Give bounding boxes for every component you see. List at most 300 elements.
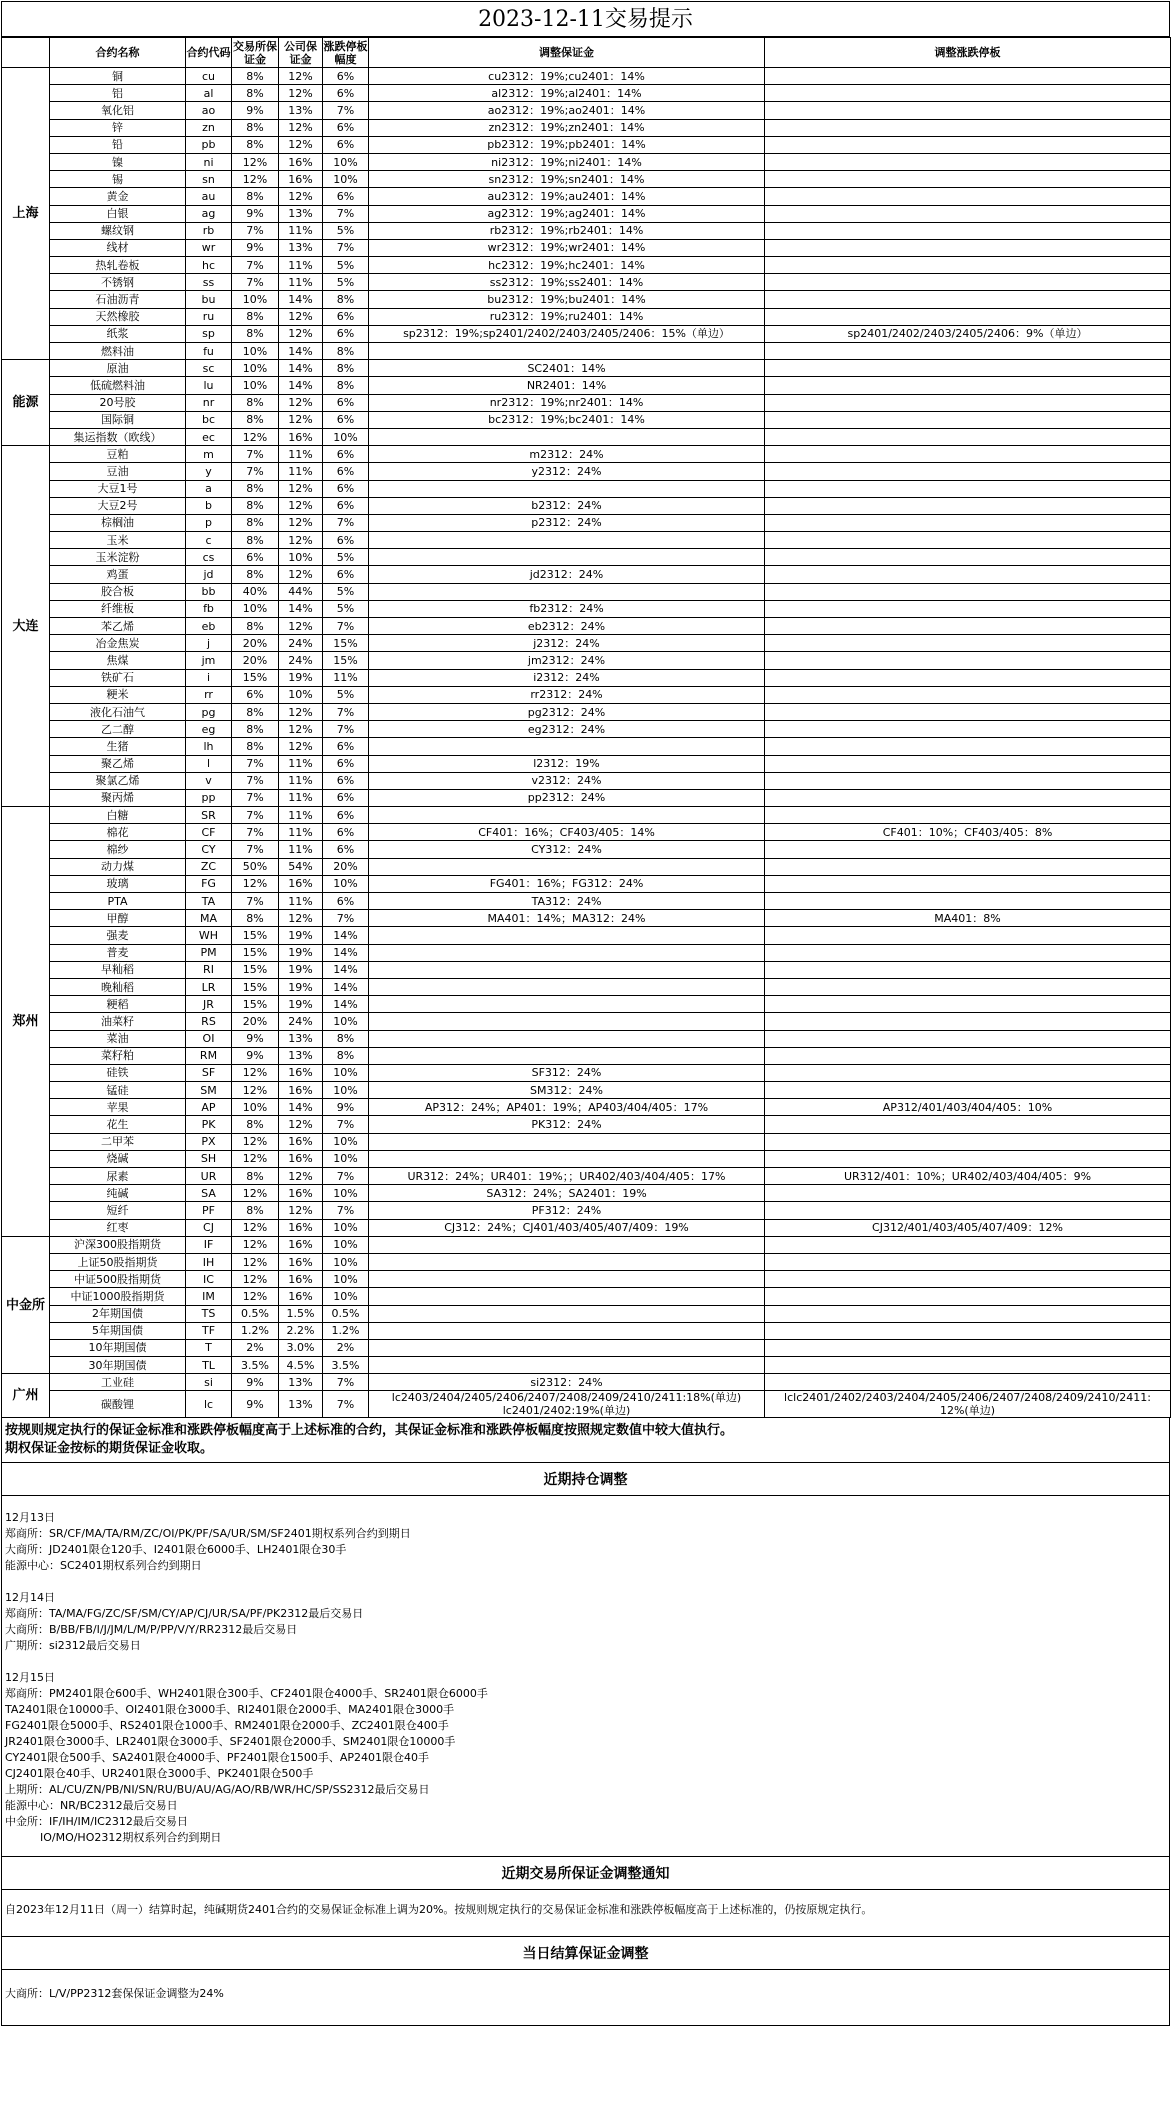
table-row [2,85,1171,102]
adjusted-margin-cell [369,480,765,497]
price-limit-cell: 6% [323,841,369,858]
company-margin-cell: 12% [279,497,323,514]
price-limit-cell: 10% [323,1253,369,1270]
position-line: 能源中心：SC2401期权系列合约到期日 [5,1559,202,1573]
contract-name-cell: 黄金 [50,188,186,205]
contract-code-cell: UR [186,1168,232,1185]
adjusted-limit-cell [765,1116,1171,1133]
table-row [2,893,1171,910]
price-limit-cell: 6% [323,68,369,85]
adjusted-margin-cell: SC2401：14% [369,360,765,377]
adjusted-margin-cell: ru2312：19%;ru2401：14% [369,308,765,325]
company-margin-cell: 19% [279,996,323,1013]
contract-name-cell: 玉米 [50,532,186,549]
contract-name-cell: 沪深300股指期货 [50,1236,186,1253]
position-line: JR2401限仓3000手、LR2401限仓3000手、SF2401限仓2000手、SM2401限仓10000手 [5,1735,456,1749]
exchange-margin-cell: 40% [232,583,279,600]
contract-code-cell: fb [186,600,232,617]
contract-code-cell: JR [186,996,232,1013]
exchange-margin-cell: 10% [232,291,279,308]
contract-name-cell: 螺纹钢 [50,222,186,239]
company-margin-cell: 16% [279,1271,323,1288]
company-margin-cell: 16% [279,1288,323,1305]
exchange-margin-cell: 12% [232,1082,279,1099]
company-margin-cell: 12% [279,1168,323,1185]
price-limit-cell: 14% [323,961,369,978]
price-limit-cell: 20% [323,858,369,875]
table-row [2,1202,1171,1219]
exchange-margin-cell: 12% [232,1150,279,1167]
company-margin-cell: 11% [279,755,323,772]
table-row [2,824,1171,841]
position-line: 大商所：B/BB/FB/I/J/JM/L/M/P/PP/V/Y/RR2312最后交易日 [5,1623,298,1637]
adjusted-limit-cell: AP312/401/403/404/405：10% [765,1099,1171,1116]
contract-name-cell: 不锈钢 [50,274,186,291]
contract-name-cell: PTA [50,893,186,910]
adjusted-margin-cell: jm2312：24% [369,652,765,669]
contract-code-cell: rb [186,222,232,239]
adjusted-limit-cell [765,480,1171,497]
exchange-margin-cell: 7% [232,755,279,772]
adjusted-margin-cell: MA401：14%；MA312：24% [369,910,765,927]
table-row [2,1168,1171,1185]
adjusted-limit-cell [765,721,1171,738]
adjusted-limit-cell [765,583,1171,600]
adjusted-limit-cell [765,1013,1171,1030]
contract-name-cell: 乙二醇 [50,721,186,738]
price-limit-cell: 7% [323,910,369,927]
price-limit-cell: 10% [323,875,369,892]
price-limit-cell: 6% [323,532,369,549]
adjusted-limit-cell [765,789,1171,806]
contract-name-cell: 短纤 [50,1202,186,1219]
table-row [2,343,1171,360]
price-limit-cell: 5% [323,274,369,291]
price-limit-cell: 15% [323,652,369,669]
adjusted-margin-cell [369,1391,765,1418]
price-limit-cell: 6% [323,188,369,205]
exchange-cell: 能源 [2,360,50,446]
contract-name-cell: 鸡蛋 [50,566,186,583]
adjusted-limit-cell-line: lclc2401/2402/2403/2404/2405/2406/2407/2408/2409/2410/2411: [784,1391,1151,1405]
contract-name-cell: 普麦 [50,944,186,961]
price-limit-cell: 6% [323,308,369,325]
table-row [2,102,1171,119]
contract-name-cell: 锰硅 [50,1082,186,1099]
price-limit-cell: 6% [323,807,369,824]
exchange-margin-cell: 8% [232,618,279,635]
price-limit-cell: 6% [323,136,369,153]
adjusted-limit-cell [765,1305,1171,1322]
contract-name-cell: 硅铁 [50,1064,186,1081]
contract-code-cell: wr [186,239,232,256]
adjusted-margin-cell: eg2312：24% [369,721,765,738]
contract-name-cell: 10年期国债 [50,1339,186,1356]
adjusted-limit-cell: sp2401/2402/2403/2405/2406：9%（单边） [765,325,1171,342]
contract-name-cell: 生猪 [50,738,186,755]
company-margin-cell: 16% [279,1133,323,1150]
contract-name-cell: 聚乙烯 [50,755,186,772]
price-limit-cell: 8% [323,291,369,308]
contract-code-cell: CY [186,841,232,858]
company-margin-cell: 12% [279,721,323,738]
adjusted-margin-cell: al2312：19%;al2401：14% [369,85,765,102]
exchange-margin-cell: 12% [232,1185,279,1202]
adjusted-margin-cell [369,961,765,978]
company-margin-cell: 16% [279,1082,323,1099]
contract-name-cell: 花生 [50,1116,186,1133]
adjusted-limit-cell [765,68,1171,85]
adjusted-limit-cell [765,549,1171,566]
price-limit-cell: 6% [323,755,369,772]
company-margin-cell: 16% [279,428,323,445]
exchange-margin-cell: 7% [232,463,279,480]
exchange-margin-cell: 12% [232,1133,279,1150]
adjusted-margin-cell: UR312：24%；UR401：19%；；UR402/403/404/405：17% [369,1168,765,1185]
price-limit-cell: 6% [323,789,369,806]
position-line: TA2401限仓10000手、OI2401限仓3000手、RI2401限仓2000手、MA2401限仓3000手 [5,1703,455,1717]
price-limit-cell: 3.5% [323,1357,369,1374]
contract-code-cell: CJ [186,1219,232,1236]
header-company-margin: 公司保证金 [279,38,323,68]
table-row [2,1305,1171,1322]
exchange-margin-cell: 9% [232,1047,279,1064]
adjusted-margin-cell [369,1150,765,1167]
exchange-margin-cell: 12% [232,1271,279,1288]
adjusted-limit-cell [765,652,1171,669]
price-limit-cell: 7% [323,514,369,531]
adjusted-limit-cell [765,703,1171,720]
price-limit-cell: 14% [323,944,369,961]
contract-code-cell: PF [186,1202,232,1219]
adjusted-limit-cell [765,532,1171,549]
position-line: CY2401限仓500手、SA2401限仓4000手、PF2401限仓1500手、AP2401限仓40手 [5,1751,429,1765]
contract-code-cell: lh [186,738,232,755]
table-row [2,755,1171,772]
contract-name-cell: 大豆2号 [50,497,186,514]
exchange-margin-cell: 7% [232,893,279,910]
contract-name-cell: 天然橡胶 [50,308,186,325]
exchange-margin-cell: 8% [232,188,279,205]
adjusted-limit-cell [765,1357,1171,1374]
table-row [2,1047,1171,1064]
adjusted-margin-cell: PF312：24% [369,1202,765,1219]
adjusted-limit-cell [765,1133,1171,1150]
adjusted-limit-cell: CF401：10%；CF403/405：8% [765,824,1171,841]
price-limit-cell: 10% [323,1288,369,1305]
contract-code-cell: lc [186,1391,232,1418]
price-limit-cell: 7% [323,1202,369,1219]
adjusted-margin-cell: i2312：24% [369,669,765,686]
exchange-margin-cell: 8% [232,514,279,531]
adjusted-margin-cell: SM312：24% [369,1082,765,1099]
contract-name-cell: 烧碱 [50,1150,186,1167]
adjusted-margin-cell: CY312：24% [369,841,765,858]
adjusted-margin-cell: fb2312：24% [369,600,765,617]
exchange-margin-cell: 8% [232,532,279,549]
exchange-margin-cell: 8% [232,497,279,514]
adjusted-limit-cell [765,428,1171,445]
company-margin-cell: 16% [279,875,323,892]
adjusted-margin-cell: bu2312：19%;bu2401：14% [369,291,765,308]
price-limit-cell: 7% [323,102,369,119]
exchange-margin-cell: 8% [232,68,279,85]
price-limit-cell: 2% [323,1339,369,1356]
adjusted-limit-cell: MA401：8% [765,910,1171,927]
exchange-margin-cell: 8% [232,1202,279,1219]
price-limit-cell: 10% [323,1236,369,1253]
adjusted-limit-cell [765,308,1171,325]
contract-name-cell: 低硫燃料油 [50,377,186,394]
contract-name-cell: 红枣 [50,1219,186,1236]
company-margin-cell: 12% [279,514,323,531]
price-limit-cell: 8% [323,343,369,360]
table-row [2,618,1171,635]
contract-code-cell: SA [186,1185,232,1202]
company-margin-cell: 16% [279,1219,323,1236]
position-line: 上期所：AL/CU/ZN/PB/NI/SN/RU/BU/AU/AG/AO/RB/WR/HC/SP/SS2312最后交易日 [5,1783,430,1797]
company-margin-cell: 12% [279,1116,323,1133]
price-limit-cell: 6% [323,497,369,514]
contract-code-cell: jm [186,652,232,669]
company-margin-cell: 11% [279,274,323,291]
table-row [2,669,1171,686]
table-row [2,325,1171,342]
company-margin-cell: 24% [279,652,323,669]
table-row [2,1116,1171,1133]
adjusted-margin-cell: m2312：24% [369,446,765,463]
margin-notice-title: 近期交易所保证金调整通知 [1,1856,1170,1890]
exchange-margin-cell: 6% [232,686,279,703]
adjusted-limit-cell [765,1030,1171,1047]
adjusted-margin-cell [369,428,765,445]
price-limit-cell: 10% [323,1271,369,1288]
adjusted-margin-cell: si2312：24% [369,1374,765,1391]
contract-code-cell: OI [186,1030,232,1047]
adjusted-margin-cell: CF401：16%；CF403/405：14% [369,824,765,841]
contract-name-cell: 石油沥青 [50,291,186,308]
table-row [2,428,1171,445]
rule-note-line: 按规则规定执行的保证金标准和涨跌停板幅度高于上述标准的合约，其保证金标准和涨跌停板幅度按照规定数值中较大值执行。 [5,1423,734,1439]
header-adjusted-margin: 调整保证金 [369,38,765,68]
company-margin-cell: 16% [279,1150,323,1167]
contract-name-cell: 豆油 [50,463,186,480]
position-group [5,1510,1166,1574]
contract-name-cell: 白银 [50,205,186,222]
contract-name-cell: 苯乙烯 [50,618,186,635]
price-limit-cell: 8% [323,1030,369,1047]
exchange-margin-cell: 8% [232,721,279,738]
company-margin-cell: 2.2% [279,1322,323,1339]
contract-name-cell: 冶金焦炭 [50,635,186,652]
table-row [2,944,1171,961]
price-limit-cell: 7% [323,1116,369,1133]
position-line: 广期所：si2312最后交易日 [5,1639,141,1653]
exchange-margin-cell: 10% [232,343,279,360]
contract-name-cell: 2年期国债 [50,1305,186,1322]
adjusted-limit-cell [765,1271,1171,1288]
price-limit-cell: 6% [323,119,369,136]
price-limit-cell: 8% [323,360,369,377]
adjusted-limit-cell [765,566,1171,583]
contract-code-cell: au [186,188,232,205]
adjusted-limit-cell [765,1082,1171,1099]
exchange-margin-cell: 8% [232,1168,279,1185]
contract-code-cell: RI [186,961,232,978]
contract-name-cell: 大豆1号 [50,480,186,497]
contract-name-cell: 聚丙烯 [50,789,186,806]
table-row [2,875,1171,892]
table-row [2,1271,1171,1288]
contract-code-cell: PM [186,944,232,961]
company-margin-cell: 11% [279,222,323,239]
table-row [2,119,1171,136]
price-limit-cell: 7% [323,239,369,256]
price-limit-cell: 7% [323,1391,369,1418]
adjusted-limit-cell [765,136,1171,153]
exchange-margin-cell: 8% [232,136,279,153]
company-margin-cell: 13% [279,1030,323,1047]
adjusted-limit-cell [765,1322,1171,1339]
contract-name-cell: 棉纱 [50,841,186,858]
contract-code-cell: ss [186,274,232,291]
header-price-limit: 涨跌停板幅度 [323,39,368,66]
exchange-margin-cell: 3.5% [232,1357,279,1374]
adjusted-margin-cell: TA312：24% [369,893,765,910]
contract-name-cell: 5年期国债 [50,1322,186,1339]
table-row [2,68,1171,85]
table-row [2,136,1171,153]
adjusted-limit-cell [765,1185,1171,1202]
contract-code-cell: l [186,755,232,772]
contracts-table [1,37,1171,1418]
exchange-margin-cell: 9% [232,1030,279,1047]
exchange-margin-cell: 7% [232,841,279,858]
adjusted-limit-cell [765,1339,1171,1356]
table-row [2,446,1171,463]
company-margin-cell: 24% [279,1013,323,1030]
adjusted-limit-cell [765,858,1171,875]
price-limit-cell: 5% [323,222,369,239]
contract-code-cell: ag [186,205,232,222]
exchange-margin-cell: 8% [232,910,279,927]
contract-name-cell: 胶合板 [50,583,186,600]
adjusted-margin-cell [369,927,765,944]
exchange-margin-cell: 8% [232,703,279,720]
table-row [2,205,1171,222]
table-row [2,308,1171,325]
position-date: 12月13日 [5,1511,55,1525]
table-row [2,257,1171,274]
contract-code-cell: SM [186,1082,232,1099]
price-limit-cell: 14% [323,978,369,995]
contract-name-cell: 锡 [50,171,186,188]
exchange-margin-cell: 10% [232,600,279,617]
contract-code-cell: TS [186,1305,232,1322]
table-row [2,807,1171,824]
exchange-margin-cell: 9% [232,1391,279,1418]
company-margin-cell: 13% [279,1374,323,1391]
adjusted-margin-cell [369,532,765,549]
contract-code-cell: si [186,1374,232,1391]
adjusted-margin-cell: AP312：24%；AP401：19%；AP403/404/405：17% [369,1099,765,1116]
company-margin-cell: 11% [279,446,323,463]
contract-code-cell: RM [186,1047,232,1064]
contract-code-cell: eg [186,721,232,738]
contract-code-cell: PX [186,1133,232,1150]
exchange-margin-cell: 6% [232,549,279,566]
adjusted-margin-cell: ni2312：19%;ni2401：14% [369,153,765,170]
contract-name-cell: 玉米淀粉 [50,549,186,566]
table-row [2,1150,1171,1167]
contract-code-cell: al [186,85,232,102]
adjusted-limit-cell [765,119,1171,136]
company-margin-cell: 12% [279,85,323,102]
exchange-margin-cell: 12% [232,875,279,892]
table-row [2,1082,1171,1099]
adjusted-margin-cell: bc2312：19%;bc2401：14% [369,411,765,428]
company-margin-cell: 12% [279,566,323,583]
table-row [2,171,1171,188]
price-limit-cell: 6% [323,480,369,497]
price-limit-cell: 7% [323,1374,369,1391]
adjusted-limit-cell [765,686,1171,703]
price-limit-cell: 6% [323,411,369,428]
adjusted-margin-cell [369,1357,765,1374]
contract-name-cell: 白糖 [50,807,186,824]
exchange-margin-cell: 8% [232,411,279,428]
adjusted-margin-cell: zn2312：19%;zn2401：14% [369,119,765,136]
adjusted-limit-cell [765,635,1171,652]
company-margin-cell: 14% [279,1099,323,1116]
company-margin-cell: 54% [279,858,323,875]
company-margin-cell: 11% [279,824,323,841]
company-margin-cell: 12% [279,394,323,411]
contract-name-cell: 菜籽粕 [50,1047,186,1064]
company-margin-cell: 12% [279,68,323,85]
position-group [5,1670,1166,1846]
table-row [2,1133,1171,1150]
adjusted-margin-cell: cu2312：19%;cu2401：14% [369,68,765,85]
contract-code-cell: IM [186,1288,232,1305]
adjusted-margin-cell: ss2312：19%;ss2401：14% [369,274,765,291]
adjusted-limit-cell [765,807,1171,824]
table-row [2,1064,1171,1081]
price-limit-cell: 10% [323,1219,369,1236]
adjusted-margin-cell: rb2312：19%;rb2401：14% [369,222,765,239]
contract-name-cell: 镍 [50,153,186,170]
contract-code-cell: i [186,669,232,686]
contract-code-cell: PK [186,1116,232,1133]
price-limit-cell: 8% [323,1047,369,1064]
contract-code-cell: bb [186,583,232,600]
company-margin-cell: 12% [279,1202,323,1219]
adjusted-margin-cell [369,1047,765,1064]
company-margin-cell: 12% [279,703,323,720]
contract-code-cell: ru [186,308,232,325]
adjusted-limit-cell [765,394,1171,411]
contract-name-cell: 铝 [50,85,186,102]
exchange-margin-cell: 8% [232,480,279,497]
company-margin-cell: 14% [279,600,323,617]
table-row [2,566,1171,583]
company-margin-cell: 12% [279,119,323,136]
adjusted-margin-cell: pp2312：24% [369,789,765,806]
contract-name-cell: 豆粕 [50,446,186,463]
table-row [2,274,1171,291]
contract-code-cell: fu [186,343,232,360]
contract-code-cell: WH [186,927,232,944]
